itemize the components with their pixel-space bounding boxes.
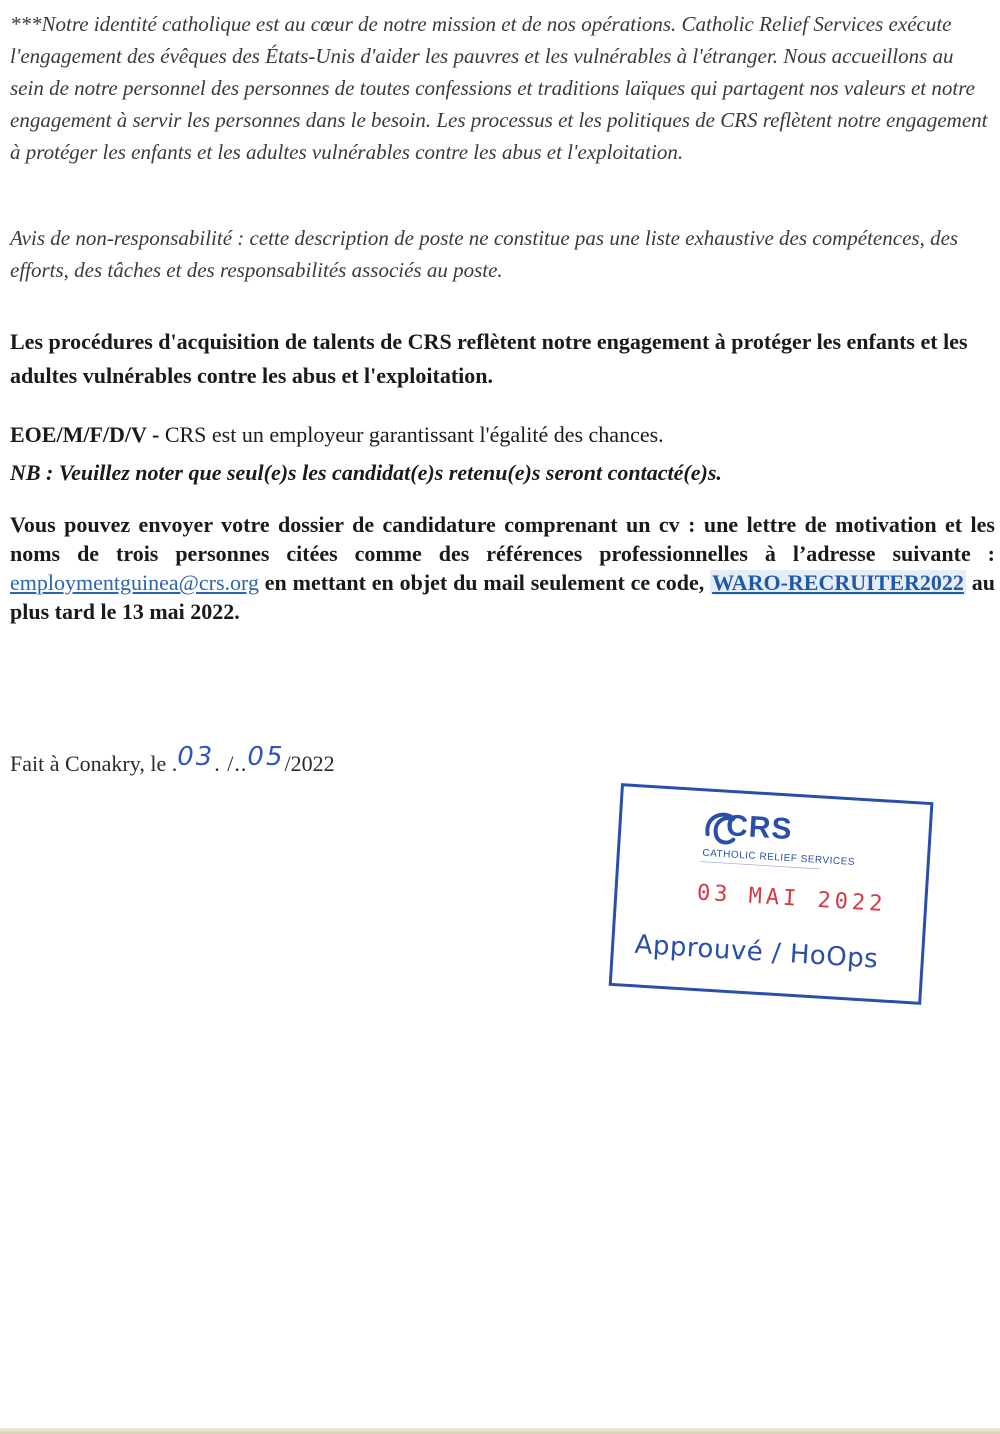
disclaimer: Avis de non-responsabilité : cette description de poste ne constitue pas une liste exhaustive des compétences, des efforts, des tâches et des responsabilités associés au poste.	[10, 226, 959, 282]
email-link[interactable]: employmentguinea@crs.org	[10, 570, 259, 595]
application-middle: en mettant en objet du mail seulement ce code,	[258, 570, 711, 595]
eoe-text: CRS est un employeur garantissant l'égalité des chances.	[159, 422, 664, 447]
application-intro: Vous pouvez envoyer votre dossier de candidature comprenant un cv : une lettre de motivation et les noms de trois personnes citées comme des références professionnelles à l’adresse suivante :	[10, 512, 995, 566]
application-deadline: au plus tard le 13 mai 2022.	[10, 570, 995, 624]
signature-prefix: Fait à Conakry, le .	[10, 751, 178, 776]
handwritten-day: 03	[177, 742, 215, 772]
signature-line	[10, 742, 335, 779]
handwritten-month: 05	[247, 742, 285, 772]
signature-separator: . /..	[214, 751, 248, 776]
eoe-label: EOE/M/F/D/V -	[10, 422, 160, 447]
stamp-organization: CATHOLIC RELIEF SERVICES	[702, 847, 856, 869]
eoe-statement	[10, 420, 664, 450]
stamp-date: 03 MAI 2022	[696, 880, 888, 918]
stamp-logo-text: CRS	[725, 809, 794, 847]
stamp-approval: Approuvé / HoOps	[633, 929, 880, 975]
approval-stamp	[606, 780, 936, 1009]
application-instructions	[10, 510, 995, 626]
signature-suffix: /2022	[284, 751, 335, 776]
page-bottom-edge	[0, 1428, 1000, 1434]
subject-code-link[interactable]: WARO-RECRUITER2022	[712, 570, 964, 595]
identity-statement: ***Notre identité catholique est au cœur de notre mission et de nos opérations. Catholic Relief Services exécute l'engagement des évêques des États-Unis d'aider les pauvres et les vulnérables à l'étranger. Nous accueillons au sein de notre personnel des personnes de toutes confessions et traditions laïques qui partagent nos valeurs et notre engagement à servir les personnes dans le besoin. Les processus et les politiques de CRS reflètent notre engagement à protéger les enfants et les adultes vulnérables contre les abus et l'exploitation.	[10, 12, 988, 164]
nb-note: NB : Veuillez noter que seul(e)s les candidat(e)s retenu(e)s seront contacté(e)s.	[10, 460, 722, 485]
procedures-statement: Les procédures d'acquisition de talents de CRS reflètent notre engagement à protéger les enfants et les adultes vulnérables contre les abus et l'exploitation.	[10, 329, 968, 388]
